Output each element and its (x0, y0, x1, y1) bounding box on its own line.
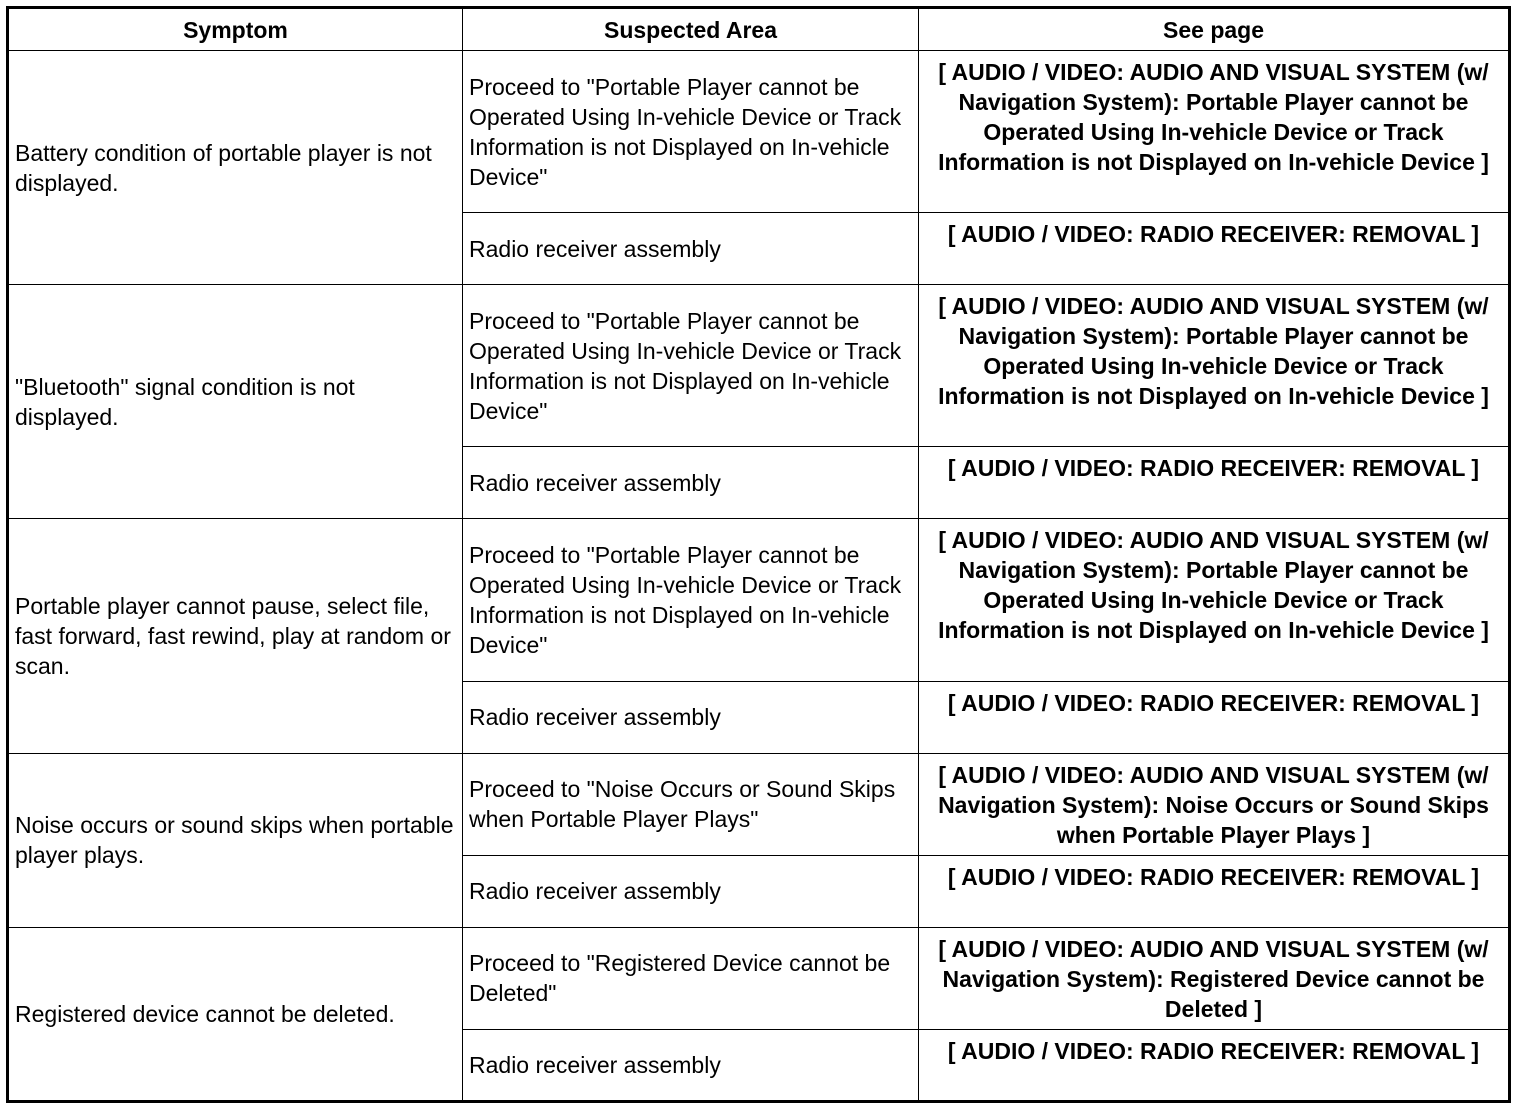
see-page-link[interactable]: [ AUDIO / VIDEO: RADIO RECEIVER: REMOVAL ] (919, 855, 1510, 927)
suspected-area-cell: Proceed to "Portable Player cannot be Operated Using In-vehicle Device or Track Information is not Displayed on In-vehicle Device" (463, 51, 919, 213)
symptom-table (6, 6, 1511, 1103)
symptom-cell: Noise occurs or sound skips when portable player plays. (8, 753, 463, 927)
header-symptom: Symptom (8, 8, 463, 51)
table-row (8, 285, 1510, 447)
see-page-link[interactable]: [ AUDIO / VIDEO: RADIO RECEIVER: REMOVAL ] (919, 681, 1510, 753)
table-row (8, 519, 1510, 681)
see-page-link[interactable]: [ AUDIO / VIDEO: AUDIO AND VISUAL SYSTEM (w/ Navigation System): Portable Player cannot be Operated Using In-vehicle Device or Track Information is not Displayed on In-vehicle Device ] (919, 519, 1510, 681)
see-page-link[interactable]: [ AUDIO / VIDEO: RADIO RECEIVER: REMOVAL ] (919, 1029, 1510, 1101)
header-see-page: See page (919, 8, 1510, 51)
see-page-link[interactable]: [ AUDIO / VIDEO: AUDIO AND VISUAL SYSTEM (w/ Navigation System): Portable Player cannot be Operated Using In-vehicle Device or Track Information is not Displayed on In-vehicle Device ] (919, 51, 1510, 213)
suspected-area-cell: Radio receiver assembly (463, 855, 919, 927)
suspected-area-cell: Radio receiver assembly (463, 1029, 919, 1101)
see-page-link[interactable]: [ AUDIO / VIDEO: RADIO RECEIVER: REMOVAL ] (919, 447, 1510, 519)
table-row (8, 51, 1510, 213)
suspected-area-cell: Radio receiver assembly (463, 681, 919, 753)
symptom-cell: Battery condition of portable player is not displayed. (8, 51, 463, 285)
header-suspected-area: Suspected Area (463, 8, 919, 51)
suspected-area-cell: Proceed to "Portable Player cannot be Operated Using In-vehicle Device or Track Information is not Displayed on In-vehicle Device" (463, 519, 919, 681)
see-page-link[interactable]: [ AUDIO / VIDEO: AUDIO AND VISUAL SYSTEM (w/ Navigation System): Noise Occurs or Sound Skips when Portable Player Plays ] (919, 753, 1510, 855)
suspected-area-cell: Proceed to "Noise Occurs or Sound Skips when Portable Player Plays" (463, 753, 919, 855)
symptom-cell: "Bluetooth" signal condition is not displayed. (8, 285, 463, 519)
table-row (8, 927, 1510, 1029)
symptom-cell: Registered device cannot be deleted. (8, 927, 463, 1101)
see-page-link[interactable]: [ AUDIO / VIDEO: AUDIO AND VISUAL SYSTEM (w/ Navigation System): Registered Device cannot be Deleted ] (919, 927, 1510, 1029)
suspected-area-cell: Proceed to "Portable Player cannot be Operated Using In-vehicle Device or Track Information is not Displayed on In-vehicle Device" (463, 285, 919, 447)
suspected-area-cell: Radio receiver assembly (463, 213, 919, 285)
table-row (8, 753, 1510, 855)
symptom-cell: Portable player cannot pause, select file, fast forward, fast rewind, play at random or scan. (8, 519, 463, 753)
see-page-link[interactable]: [ AUDIO / VIDEO: AUDIO AND VISUAL SYSTEM (w/ Navigation System): Portable Player cannot be Operated Using In-vehicle Device or Track Information is not Displayed on In-vehicle Device ] (919, 285, 1510, 447)
see-page-link[interactable]: [ AUDIO / VIDEO: RADIO RECEIVER: REMOVAL ] (919, 213, 1510, 285)
suspected-area-cell: Proceed to "Registered Device cannot be Deleted" (463, 927, 919, 1029)
header-row (8, 8, 1510, 51)
suspected-area-cell: Radio receiver assembly (463, 447, 919, 519)
